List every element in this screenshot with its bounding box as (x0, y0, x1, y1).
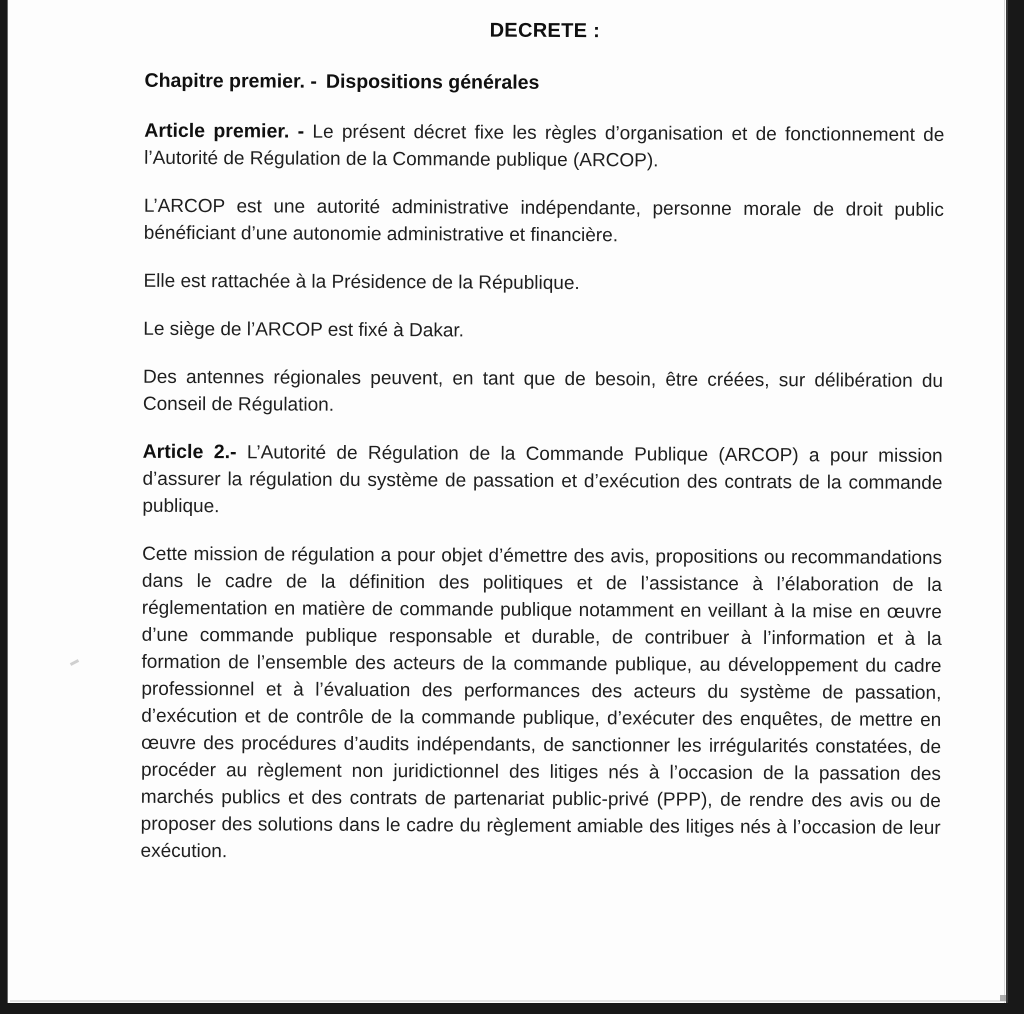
paragraph-text: Elle est rattachée à la Présidence de la République. (143, 270, 580, 295)
scan-border-bottom (0, 1003, 1024, 1014)
scan-hairline-bottom (10, 1000, 1008, 1002)
document-title: DECRETE : (489, 19, 601, 43)
paragraph (143, 268, 943, 299)
paragraph (140, 541, 942, 869)
chapter-heading (145, 68, 945, 99)
chapter-title: Dispositions générales (325, 70, 540, 94)
scan-dot (1000, 995, 1006, 1001)
paragraph (142, 439, 942, 524)
paragraph-text: L’Autorité de Régulation de la Commande Publique (ARCOP) a pour mission d’assurer la régulation du système de passation et d’exécution des contrats de la commande publique. (142, 442, 943, 518)
paragraph-text: Cette mission de régulation a pour objet d’émettre des avis, propositions ou recommandations dans le cadre de la définition des politiques et de l’assistance à l’élaboration de la réglementation en matière de commande publique notamment en veillant à la mise en œuvre d’une commande publique responsable et durable, de contribuer à l’information et à la formation de l’ensemble des acteurs de la commande publique, au développement du cadre professionnel et à l’évaluation des performances des acteurs du système de passation, d’exécution et de contrôle de la commande publique, d’exécuter des enquêtes, de mettre en œuvre des procédures d’audits indépendants, de sanctionner les irrégularités constatées, de procéder au règlement non juridictionnel des litiges nés à l’occasion de la passation des marchés publics et des contrats de partenariat public-privé (PPP), de rendre des avis ou de proposer des solutions dans le cadre du règlement amiable des litiges nés à l’occasion de leur exécution. (140, 543, 943, 863)
scan-hairline-right (1004, 0, 1005, 1014)
paragraph (144, 193, 944, 251)
article-label: Article 2.- (142, 440, 237, 464)
paragraph (143, 316, 943, 347)
article-label: Article premier. - (144, 119, 305, 143)
paragraph-text: L’ARCOP est une autorité administrative indépendante, personne morale de droit public bénéficiant d’une autonomie administrative et financière. (143, 195, 944, 247)
chapter-label: Chapitre premier. - (144, 69, 317, 93)
paragraph (144, 118, 944, 176)
paragraph (143, 364, 943, 422)
paragraphs-container (140, 118, 944, 869)
scan-border-left (0, 0, 8, 1014)
paragraph-text: Des antennes régionales peuvent, en tant que de besoin, être créées, sur délibération du Conseil de Régulation. (142, 366, 944, 416)
paragraph-text: Le présent décret fixe les règles d’organisation et de fonctionnement de l’Autorité de Régulation de la Commande publique (ARCOP). (144, 121, 945, 172)
scan-border-right (1006, 0, 1024, 1014)
paragraph-text: Le siège de l’ARCOP est fixé à Dakar. (143, 318, 465, 342)
